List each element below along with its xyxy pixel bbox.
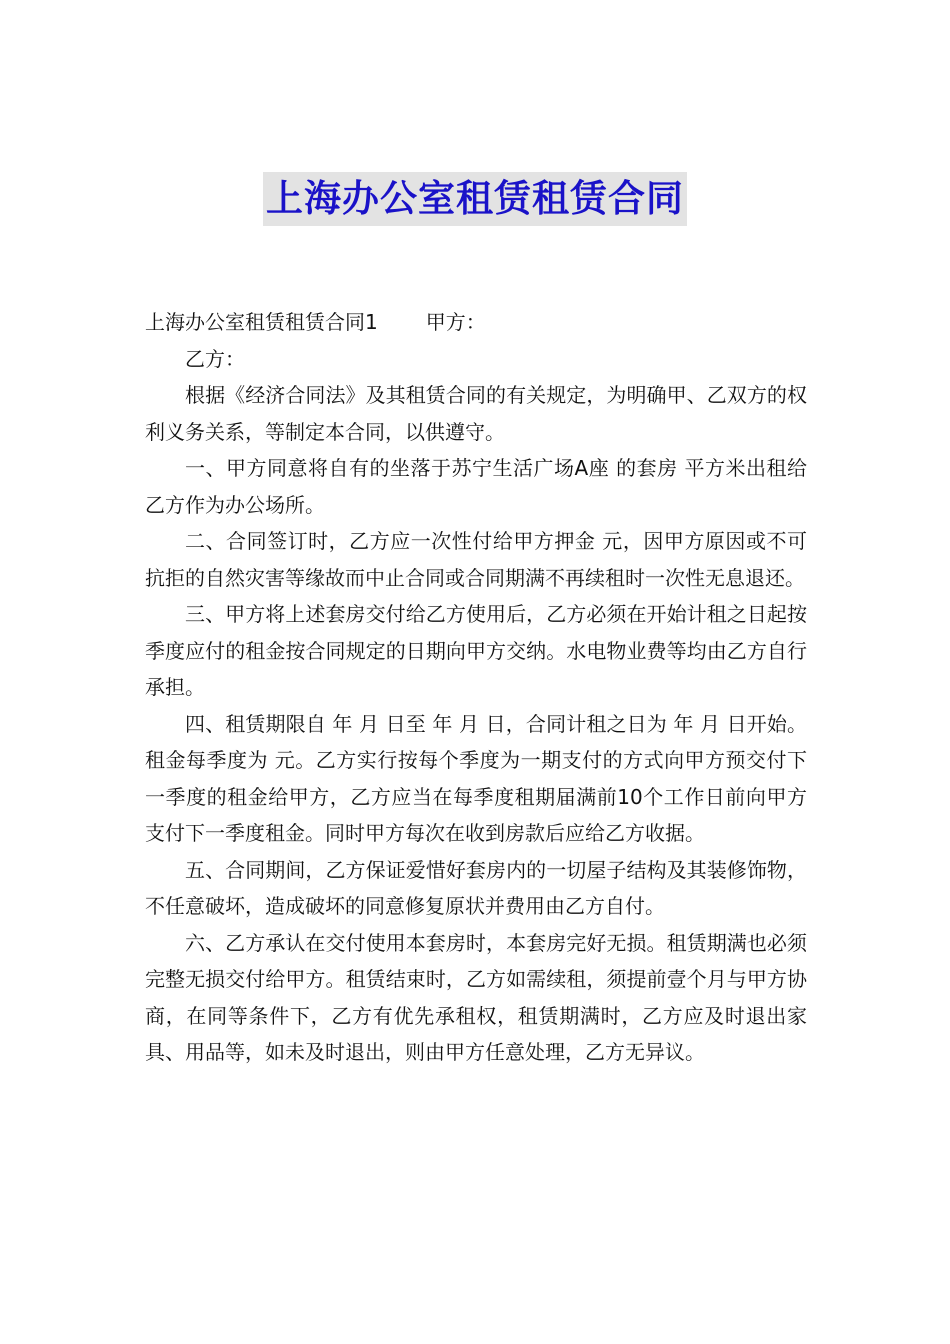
paragraph-clause-2: 二、合同签订时，乙方应一次性付给甲方押金 元，因甲方原因或不可抗拒的自然灾害等缘故而中止合同或合同期满不再续租时一次性无息退还。 bbox=[145, 529, 807, 590]
title-container bbox=[0, 172, 950, 226]
paragraph-clause-6: 六、乙方承认在交付使用本套房时，本套房完好无损。租赁期满也必须完整无损交付给甲方。租赁结束时，乙方如需续租，须提前壹个月与甲方协商，在同等条件下，乙方有优先承租权，租赁期满时，乙方应及时退出家具、用品等，如未及时退出，则由甲方任意处理，乙方无异议。 bbox=[145, 930, 807, 1064]
paragraph-clause-1: 一、甲方同意将自有的坐落于苏宁生活广场A座 的套房 平方米出租给乙方作为办公场所。 bbox=[145, 456, 807, 517]
paragraph-party-b: 乙方： bbox=[185, 346, 245, 371]
document-body bbox=[145, 304, 807, 1071]
paragraph-clause-5: 五、合同期间，乙方保证爱惜好套房内的一切屋子结构及其装修饰物，不任意破坏，造成破坏的同意修复原状并费用由乙方自付。 bbox=[145, 857, 807, 918]
paragraph-preamble: 根据《经济合同法》及其租赁合同的有关规定，为明确甲、乙双方的权利义务关系，等制定本合同，以供遵守。 bbox=[145, 383, 807, 444]
paragraph-clause-4: 四、租赁期限自 年 月 日至 年 月 日，合同计租之日为 年 月 日开始。租金每季度为 元。乙方实行按每个季度为一期支付的方式向甲方预交付下一季度的租金给甲方，乙方应当在每季度租期届满前10个工作日前向甲方支付下一季度租金。同时甲方每次在收到房款后应给乙方收据。 bbox=[145, 711, 807, 845]
document-title: 上海办公室租赁租赁合同 bbox=[263, 172, 687, 226]
heading-line bbox=[145, 304, 807, 341]
heading-line-left: 上海办公室租赁租赁合同1 bbox=[145, 310, 378, 334]
paragraph-clause-3: 三、甲方将上述套房交付给乙方使用后，乙方必须在开始计租之日起按季度应付的租金按合同规定的日期向甲方交纳。水电物业费等均由乙方自行承担。 bbox=[145, 602, 807, 699]
heading-line-right: 甲方： bbox=[425, 310, 486, 334]
